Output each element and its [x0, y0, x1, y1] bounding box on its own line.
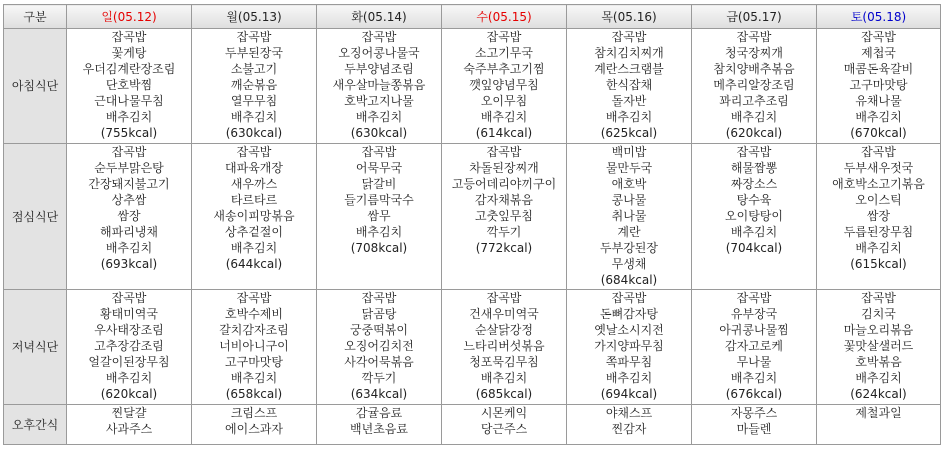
- dish-item: 상추쌈: [111, 193, 147, 207]
- dish-item: 야채스프: [605, 406, 653, 420]
- dish-item: 배추김치: [480, 110, 528, 124]
- dish-item: 배추김치: [855, 241, 902, 255]
- dish-item: 고구마맛탕: [225, 355, 283, 369]
- dish-item: 배추김치: [230, 371, 278, 385]
- dish-item: 깻잎양념무침: [469, 78, 539, 92]
- calorie-label: (685kcal): [475, 387, 533, 401]
- day-header-sun: 일(05.12): [67, 5, 192, 29]
- dish-item: 황태미역국: [100, 307, 158, 321]
- menu-cell: [692, 29, 817, 144]
- menu-cell: [692, 290, 817, 405]
- dish-item: 소불고기: [230, 62, 278, 76]
- dish-item: 옛날소시지전: [594, 323, 664, 337]
- dish-item: 돌자반: [611, 94, 647, 108]
- calorie-label: (684kcal): [600, 273, 658, 287]
- dish-item: 갈치감자조림: [219, 323, 289, 337]
- dish-item: 대파육개장: [225, 161, 283, 175]
- dish-item: 에이스과자: [225, 422, 283, 436]
- menu-cell: [567, 405, 692, 445]
- dish-item: 취나물: [611, 209, 647, 223]
- dish-item: 닭갈비: [361, 177, 397, 191]
- dish-item: 잡곡밥: [736, 30, 772, 44]
- day-header-tue: 화(05.14): [317, 5, 442, 29]
- menu-row-snack: [4, 405, 941, 445]
- calorie-label: (704kcal): [725, 241, 783, 255]
- dish-item: 계란스크램블: [594, 62, 664, 76]
- calorie-label: (693kcal): [100, 257, 158, 271]
- dish-item: 감자고로케: [725, 339, 783, 353]
- dish-item: 배추김치: [105, 241, 153, 255]
- dish-item: 너비아니구이: [219, 339, 289, 353]
- dish-item: 잡곡밥: [361, 30, 397, 44]
- dish-item: 깍두기: [361, 371, 397, 385]
- dish-item: 탕수육: [736, 193, 772, 207]
- dish-item: 간장돼지불고기: [88, 177, 170, 191]
- dish-item: 당근주스: [480, 422, 528, 436]
- dish-item: 깨순볶음: [230, 78, 278, 92]
- dish-item: 애호박소고기볶음: [832, 177, 925, 191]
- dish-item: 궁중떡볶이: [350, 323, 408, 337]
- dish-item: 두부새우젓국: [843, 161, 914, 175]
- dish-item: 호박수제비: [225, 307, 283, 321]
- menu-cell: [67, 290, 192, 405]
- dish-item: 배추김치: [355, 110, 403, 124]
- dish-item: 순두부맑은탕: [94, 161, 164, 175]
- header-row: [4, 5, 941, 29]
- menu-cell: [817, 290, 941, 405]
- dish-item: 잡곡밥: [736, 291, 772, 305]
- day-header-wed: 수(05.15): [442, 5, 567, 29]
- dish-item: 잡곡밥: [361, 145, 397, 159]
- menu-cell: [692, 144, 817, 290]
- menu-row-dinner: [4, 290, 941, 405]
- dish-item: 오징어김치전: [344, 339, 414, 353]
- dish-item: 제철과일: [855, 406, 902, 420]
- dish-item: 배추김치: [855, 110, 902, 124]
- day-header-mon: 월(05.13): [192, 5, 317, 29]
- menu-cell: [567, 29, 692, 144]
- dish-item: 잡곡밥: [611, 291, 647, 305]
- dish-item: 꽃게탕: [111, 46, 147, 60]
- dish-item: 꽃맛살샐러드: [843, 339, 914, 353]
- dish-item: 청포묵김무침: [469, 355, 539, 369]
- dish-item: 배추김치: [480, 371, 528, 385]
- dish-item: 잡곡밥: [861, 291, 896, 305]
- dish-item: 물만두국: [605, 161, 653, 175]
- dish-item: 감귤음료: [355, 406, 403, 420]
- menu-cell: [317, 405, 442, 445]
- menu-cell: [317, 29, 442, 144]
- dish-item: 새우살마늘쫑볶음: [332, 78, 426, 92]
- menu-cell: [442, 144, 567, 290]
- dish-item: 마들렌: [736, 422, 772, 436]
- dish-item: 계란: [617, 225, 641, 239]
- menu-cell: [817, 29, 941, 144]
- dish-item: 들기름막국수: [344, 193, 414, 207]
- calorie-label: (634kcal): [350, 387, 408, 401]
- dish-item: 메추리알장조림: [713, 78, 795, 92]
- row-label-lunch: 점심식단: [4, 144, 67, 290]
- dish-item: 오이무침: [480, 94, 528, 108]
- dish-item: 오이탕탕이: [725, 209, 783, 223]
- calorie-label: (614kcal): [475, 126, 533, 140]
- dish-item: 순살닭강정: [475, 323, 533, 337]
- dish-item: 청국장찌개: [725, 46, 783, 60]
- dish-item: 자몽주스: [730, 406, 778, 420]
- day-header-thu: 목(05.16): [567, 5, 692, 29]
- dish-item: 배추김치: [230, 110, 278, 124]
- dish-item: 잡곡밥: [486, 30, 522, 44]
- menu-row-breakfast: [4, 29, 941, 144]
- dish-item: 배추김치: [105, 110, 153, 124]
- calorie-label: (755kcal): [100, 126, 158, 140]
- dish-item: 잡곡밥: [236, 291, 272, 305]
- dish-item: 열무무침: [230, 94, 278, 108]
- dish-item: 건새우미역국: [469, 307, 539, 321]
- dish-item: 우사태장조림: [94, 323, 164, 337]
- dish-item: 유부장국: [730, 307, 778, 321]
- dish-item: 크림스프: [230, 406, 278, 420]
- dish-item: 콩나물: [611, 193, 647, 207]
- dish-item: 찐달걀: [111, 406, 147, 420]
- menu-cell: [192, 29, 317, 144]
- dish-item: 단호박찜: [105, 78, 153, 92]
- dish-item: 쌈무: [367, 209, 391, 223]
- dish-item: 두릅된장무침: [843, 225, 914, 239]
- menu-cell: [567, 290, 692, 405]
- calorie-label: (620kcal): [100, 387, 158, 401]
- dish-item: 배추김치: [105, 371, 153, 385]
- dish-item: 해파리냉채: [100, 225, 158, 239]
- dish-item: 쌈장: [117, 209, 141, 223]
- dish-item: 가지양파무침: [594, 339, 664, 353]
- menu-cell: [567, 144, 692, 290]
- dish-item: 어묵무국: [355, 161, 403, 175]
- dish-item: 참치김치찌개: [594, 46, 664, 60]
- calorie-label: (620kcal): [725, 126, 783, 140]
- dish-item: 꽈리고추조림: [719, 94, 789, 108]
- dish-item: 잡곡밥: [861, 145, 896, 159]
- dish-item: 감자채볶음: [475, 193, 533, 207]
- dish-item: 고추장감조림: [94, 339, 164, 353]
- dish-item: 마늘오리볶음: [843, 323, 914, 337]
- dish-item: 고구마맛탕: [849, 78, 908, 92]
- menu-cell: [67, 405, 192, 445]
- dish-item: 쪽파무침: [605, 355, 653, 369]
- dish-item: 해물짬뽕: [730, 161, 778, 175]
- calorie-label: (772kcal): [475, 241, 533, 255]
- dish-item: 잡곡밥: [361, 291, 397, 305]
- dish-item: 잡곡밥: [611, 30, 647, 44]
- dish-item: 제첩국: [861, 46, 896, 60]
- dish-item: 두부된장국: [225, 46, 283, 60]
- dish-item: 두부양념조림: [344, 62, 414, 76]
- calorie-label: (625kcal): [600, 126, 658, 140]
- dish-item: 유채나물: [855, 94, 902, 108]
- dish-item: 백년초음료: [350, 422, 408, 436]
- dish-item: 잡곡밥: [486, 291, 522, 305]
- weekly-menu-table: [3, 4, 941, 445]
- menu-row-lunch: [4, 144, 941, 290]
- dish-item: 무나물: [736, 355, 772, 369]
- dish-item: 사과주스: [105, 422, 153, 436]
- dish-item: 사각어묵볶음: [344, 355, 414, 369]
- dish-item: 쌈장: [866, 209, 891, 223]
- row-label-breakfast: 아침식단: [4, 29, 67, 144]
- calorie-label: (630kcal): [225, 126, 283, 140]
- calorie-label: (615kcal): [850, 257, 907, 271]
- row-label-snack: 오후간식: [4, 405, 67, 445]
- corner-header: 구분: [4, 5, 67, 29]
- dish-item: 근대나물무침: [94, 94, 164, 108]
- dish-item: 잡곡밥: [486, 145, 522, 159]
- menu-cell: [192, 405, 317, 445]
- dish-item: 배추김치: [355, 225, 403, 239]
- dish-item: 배추김치: [730, 110, 778, 124]
- menu-cell: [817, 405, 941, 445]
- dish-item: 시몬케익: [480, 406, 528, 420]
- row-label-dinner: 저녁식단: [4, 290, 67, 405]
- dish-item: 차돌된장찌개: [469, 161, 539, 175]
- dish-item: 찐감자: [611, 422, 647, 436]
- dish-item: 아귀콩나물찜: [719, 323, 789, 337]
- dish-item: 잡곡밥: [111, 145, 147, 159]
- dish-item: 오이스틱: [855, 193, 902, 207]
- menu-cell: [317, 144, 442, 290]
- calorie-label: (676kcal): [725, 387, 783, 401]
- dish-item: 배추김치: [605, 371, 653, 385]
- dish-item: 소고기무국: [475, 46, 533, 60]
- dish-item: 짜장소스: [730, 177, 778, 191]
- dish-item: 새우까스: [230, 177, 278, 191]
- menu-cell: [67, 144, 192, 290]
- dish-item: 타르타르: [230, 193, 278, 207]
- dish-item: 무생채: [611, 257, 647, 271]
- menu-cell: [817, 144, 941, 290]
- menu-cell: [692, 405, 817, 445]
- dish-item: 호박고지나물: [344, 94, 414, 108]
- dish-item: 두부강된장: [600, 241, 658, 255]
- menu-cell: [192, 290, 317, 405]
- dish-item: 오징어콩나물국: [338, 46, 420, 60]
- menu-cell: [442, 29, 567, 144]
- calorie-label: (624kcal): [850, 387, 907, 401]
- calorie-label: (694kcal): [600, 387, 658, 401]
- dish-item: 한식잡채: [605, 78, 653, 92]
- dish-item: 잡곡밥: [236, 145, 272, 159]
- dish-item: 고등어데리야끼구이: [451, 177, 557, 191]
- calorie-label: (644kcal): [225, 257, 283, 271]
- dish-item: 새송이피망볶음: [213, 209, 295, 223]
- dish-item: 돈뼈감자탕: [600, 307, 658, 321]
- dish-item: 배추김치: [230, 241, 278, 255]
- dish-item: 배추김치: [855, 371, 902, 385]
- menu-cell: [192, 144, 317, 290]
- dish-item: 매콤돈육갈비: [843, 62, 914, 76]
- calorie-label: (708kcal): [350, 241, 408, 255]
- dish-item: 김치국: [861, 307, 896, 321]
- day-header-fri: 금(05.17): [692, 5, 817, 29]
- dish-item: 애호박: [611, 177, 647, 191]
- dish-item: 우더김계란장조림: [82, 62, 176, 76]
- dish-item: 상추겉절이: [225, 225, 283, 239]
- dish-item: 배추김치: [730, 225, 778, 239]
- menu-cell: [317, 290, 442, 405]
- menu-cell: [67, 29, 192, 144]
- calorie-label: (658kcal): [225, 387, 283, 401]
- menu-cell: [442, 405, 567, 445]
- dish-item: 숙주부추고기찜: [463, 62, 545, 76]
- dish-item: 배추김치: [730, 371, 778, 385]
- dish-item: 백미밥: [611, 145, 647, 159]
- calorie-label: (630kcal): [350, 126, 408, 140]
- dish-item: 잡곡밥: [236, 30, 272, 44]
- day-header-sat: 토(05.18): [817, 5, 941, 29]
- calorie-label: (670kcal): [850, 126, 907, 140]
- dish-item: 호박볶음: [855, 355, 902, 369]
- dish-item: 느타리버섯볶음: [463, 339, 545, 353]
- dish-item: 참치양배추볶음: [713, 62, 795, 76]
- dish-item: 얼갈이된장무침: [88, 355, 170, 369]
- dish-item: 깍두기: [486, 225, 522, 239]
- dish-item: 닭곰탕: [361, 307, 397, 321]
- dish-item: 배추김치: [605, 110, 653, 124]
- dish-item: 고춧잎무침: [475, 209, 533, 223]
- menu-cell: [442, 290, 567, 405]
- dish-item: 잡곡밥: [861, 30, 896, 44]
- dish-item: 잡곡밥: [736, 145, 772, 159]
- dish-item: 잡곡밥: [111, 30, 147, 44]
- dish-item: 잡곡밥: [111, 291, 147, 305]
